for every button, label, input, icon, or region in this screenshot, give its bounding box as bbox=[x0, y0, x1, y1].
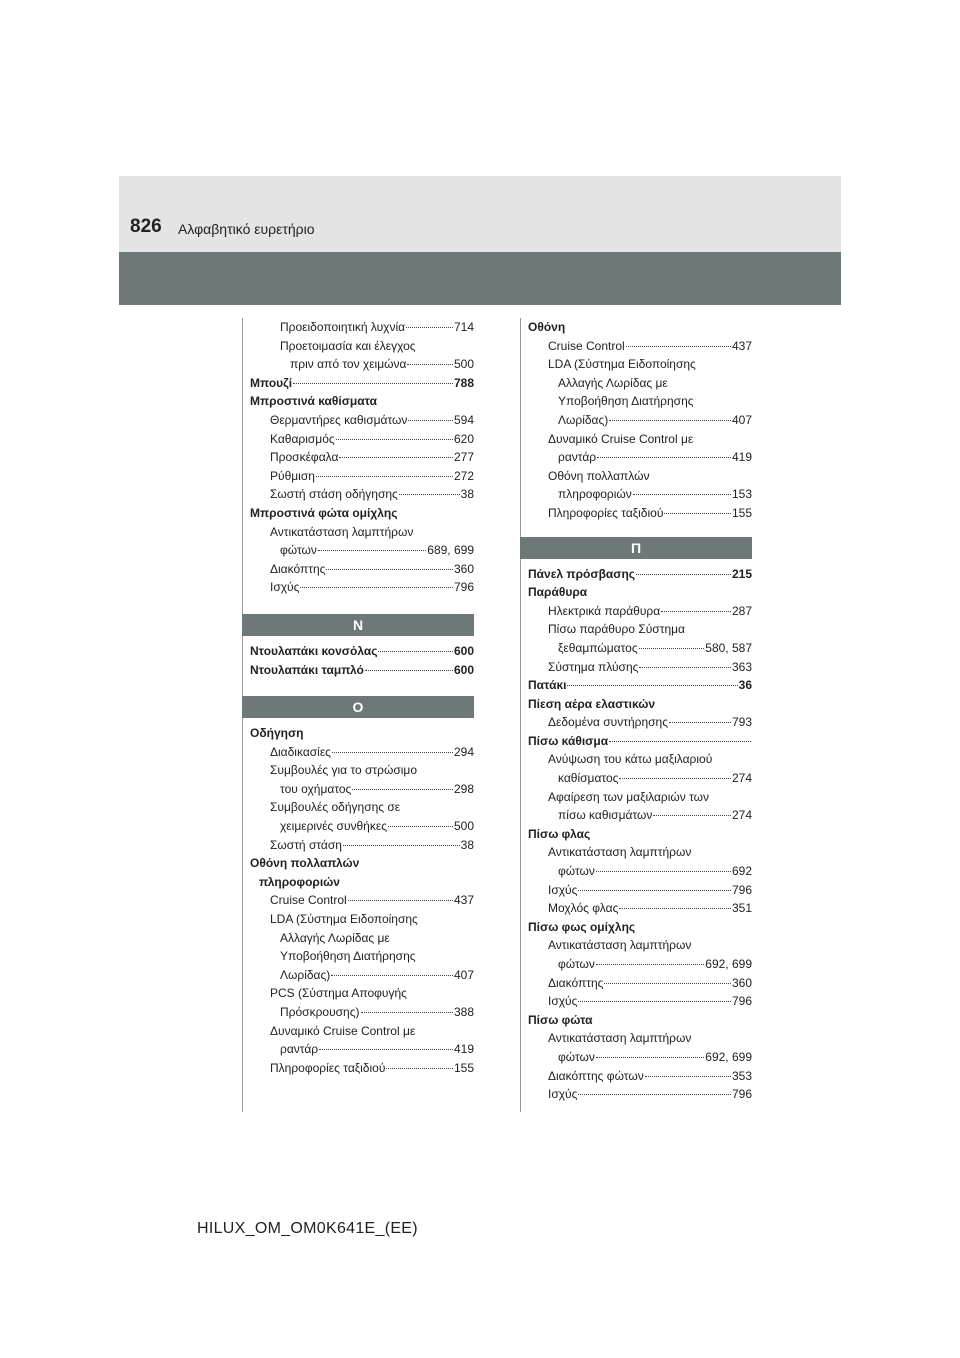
index-entry: Διαδικασίες 294 bbox=[270, 744, 474, 759]
index-heading: Μπουζί 788 bbox=[250, 375, 474, 390]
index-heading: Ντουλαπάκι κονσόλας 600 bbox=[250, 643, 474, 658]
index-entry: φώτων 692, 699 bbox=[558, 957, 752, 971]
index-heading: Πίσω φώτα bbox=[528, 1012, 593, 1027]
index-heading: πληροφοριών bbox=[259, 874, 340, 889]
index-entry: Ισχύς 796 bbox=[548, 1087, 752, 1102]
index-entry: Συμβουλές οδήγησης σε bbox=[270, 800, 401, 815]
index-entry: Καθαρισμός 620 bbox=[270, 431, 474, 446]
index-entry: Προσκέφαλα 277 bbox=[270, 450, 474, 465]
index-entry: Προετοιμασία και έλεγχος bbox=[280, 338, 416, 353]
index-entry: Διακόπτης 360 bbox=[548, 975, 752, 990]
index-entry: Λωρίδας) 407 bbox=[280, 967, 474, 982]
index-heading: Πατάκι 36 bbox=[528, 678, 752, 693]
index-column-right bbox=[528, 318, 752, 1104]
index-entry: Συμβουλές για το στρώσιμο bbox=[270, 763, 418, 778]
index-entry: Θερμαντήρες καθισμάτων 594 bbox=[270, 412, 474, 427]
index-heading: Πάνελ πρόσβασης 215 bbox=[528, 566, 752, 581]
index-entry: Μοχλός φλας 351 bbox=[548, 901, 752, 916]
index-entry: φώτων 689, 699 bbox=[280, 543, 474, 558]
index-entry: Αφαίρεση των μαξιλαριών των bbox=[548, 789, 710, 804]
index-entry: Ισχύς 796 bbox=[548, 994, 752, 1009]
document-code: HILUX_OM_OM0K641E_(EE) bbox=[197, 1220, 418, 1237]
index-heading: Πίσω κάθισμα bbox=[528, 732, 752, 751]
index-entry: Υποβοήθηση Διατήρησης bbox=[280, 949, 416, 964]
index-entry: Πίσω παράθυρο Σύστημα bbox=[548, 622, 685, 637]
index-entry: Πρόσκρουσης) 388 bbox=[280, 1005, 474, 1019]
index-column-left bbox=[250, 318, 474, 1077]
index-entry: Ισχύς 796 bbox=[548, 882, 752, 897]
index-entry: Ηλεκτρικά παράθυρα 287 bbox=[548, 603, 752, 618]
page-number: 826 bbox=[130, 216, 162, 237]
right-column-rule bbox=[520, 318, 521, 1112]
index-entry: Σύστημα πλύσης 363 bbox=[548, 659, 752, 674]
index-entry: Πληροφορίες ταξιδιού 155 bbox=[548, 505, 752, 520]
letter-bar-p: Π bbox=[520, 537, 752, 559]
index-entry: ραντάρ 419 bbox=[558, 450, 752, 465]
index-heading: Μπροστινά φώτα ομίχλης bbox=[250, 505, 398, 520]
index-entry: Προειδοποιητική λυχνία 714 bbox=[280, 320, 474, 334]
index-entry: πληροφοριών 153 bbox=[558, 487, 752, 502]
index-entry: φώτων 692 bbox=[558, 864, 752, 879]
index-entry: πίσω καθισμάτων 274 bbox=[558, 808, 752, 823]
index-entry: Διακόπτης φώτων 353 bbox=[548, 1068, 752, 1083]
index-entry: Υποβοήθηση Διατήρησης bbox=[558, 394, 694, 409]
index-entry: Δυναμικό Cruise Control με bbox=[548, 431, 694, 446]
index-heading: Οθόνη bbox=[528, 320, 566, 334]
index-entry: φώτων 692, 699 bbox=[558, 1049, 752, 1064]
index-entry: Λωρίδας) 407 bbox=[558, 412, 752, 427]
index-entry: Διακόπτης 360 bbox=[270, 561, 474, 576]
index-entry: Αντικατάσταση λαμπτήρων bbox=[548, 1031, 692, 1046]
index-entry: του οχήματος 298 bbox=[280, 781, 474, 796]
index-heading: Οθόνη πολλαπλών bbox=[250, 856, 360, 871]
index-heading: Οδήγηση bbox=[250, 726, 304, 741]
index-heading: Πίσω φλας bbox=[528, 826, 591, 841]
index-entry: Σωστή στάση οδήγησης 38 bbox=[270, 487, 474, 502]
index-entry: Οθόνη πολλαπλών bbox=[548, 468, 650, 483]
letter-bar-o: Ο bbox=[242, 696, 474, 718]
index-entry: Δεδομένα συντήρησης 793 bbox=[548, 715, 752, 730]
index-entry: χειμερινές συνθήκες 500 bbox=[280, 819, 474, 834]
index-heading: Ντουλαπάκι ταμπλό 600 bbox=[250, 662, 474, 677]
section-band bbox=[119, 252, 841, 305]
index-entry: Ανύψωση του κάτω μαξιλαριού bbox=[548, 752, 713, 767]
index-entry: Αντικατάσταση λαμπτήρων bbox=[270, 524, 414, 539]
index-entry: PCS (Σύστημα Αποφυγής bbox=[270, 986, 407, 1001]
index-entry: LDA (Σύστημα Ειδοποίησης bbox=[270, 912, 418, 927]
index-entry: Αλλαγής Λωρίδας με bbox=[558, 375, 668, 390]
index-entry: Αντικατάσταση λαμπτήρων bbox=[548, 938, 692, 953]
index-entry: Πληροφορίες ταξιδιού 155 bbox=[270, 1060, 474, 1075]
index-entry: Σωστή στάση 38 bbox=[270, 837, 474, 852]
index-entry: καθίσματος 274 bbox=[558, 771, 752, 786]
index-entry: Αλλαγής Λωρίδας με bbox=[280, 930, 390, 945]
index-entry: ξεθαμπώματος 580, 587 bbox=[558, 640, 752, 655]
index-heading: Πίσω φως ομίχλης bbox=[528, 919, 636, 934]
letter-bar-n: Ν bbox=[242, 614, 474, 636]
index-entry: Ισχύς 796 bbox=[270, 580, 474, 595]
index-entry: πριν από τον χειμώνα 500 bbox=[290, 357, 474, 372]
index-entry: ραντάρ 419 bbox=[280, 1042, 474, 1057]
index-heading: Πίεση αέρα ελαστικών bbox=[528, 696, 656, 711]
index-heading: Μπροστινά καθίσματα bbox=[250, 394, 378, 409]
index-entry: Cruise Control 437 bbox=[270, 893, 474, 908]
index-entry: Ρύθμιση 272 bbox=[270, 468, 474, 483]
header-band bbox=[119, 176, 841, 252]
index-entry: Cruise Control 437 bbox=[548, 338, 752, 353]
index-entry: Αντικατάσταση λαμπτήρων bbox=[548, 845, 692, 860]
index-entry: LDA (Σύστημα Ειδοποίησης bbox=[548, 357, 696, 372]
index-entry: Δυναμικό Cruise Control με bbox=[270, 1023, 416, 1038]
header-title: Αλφαβητικό ευρετήριο bbox=[178, 221, 315, 237]
index-heading: Παράθυρα bbox=[528, 585, 588, 600]
